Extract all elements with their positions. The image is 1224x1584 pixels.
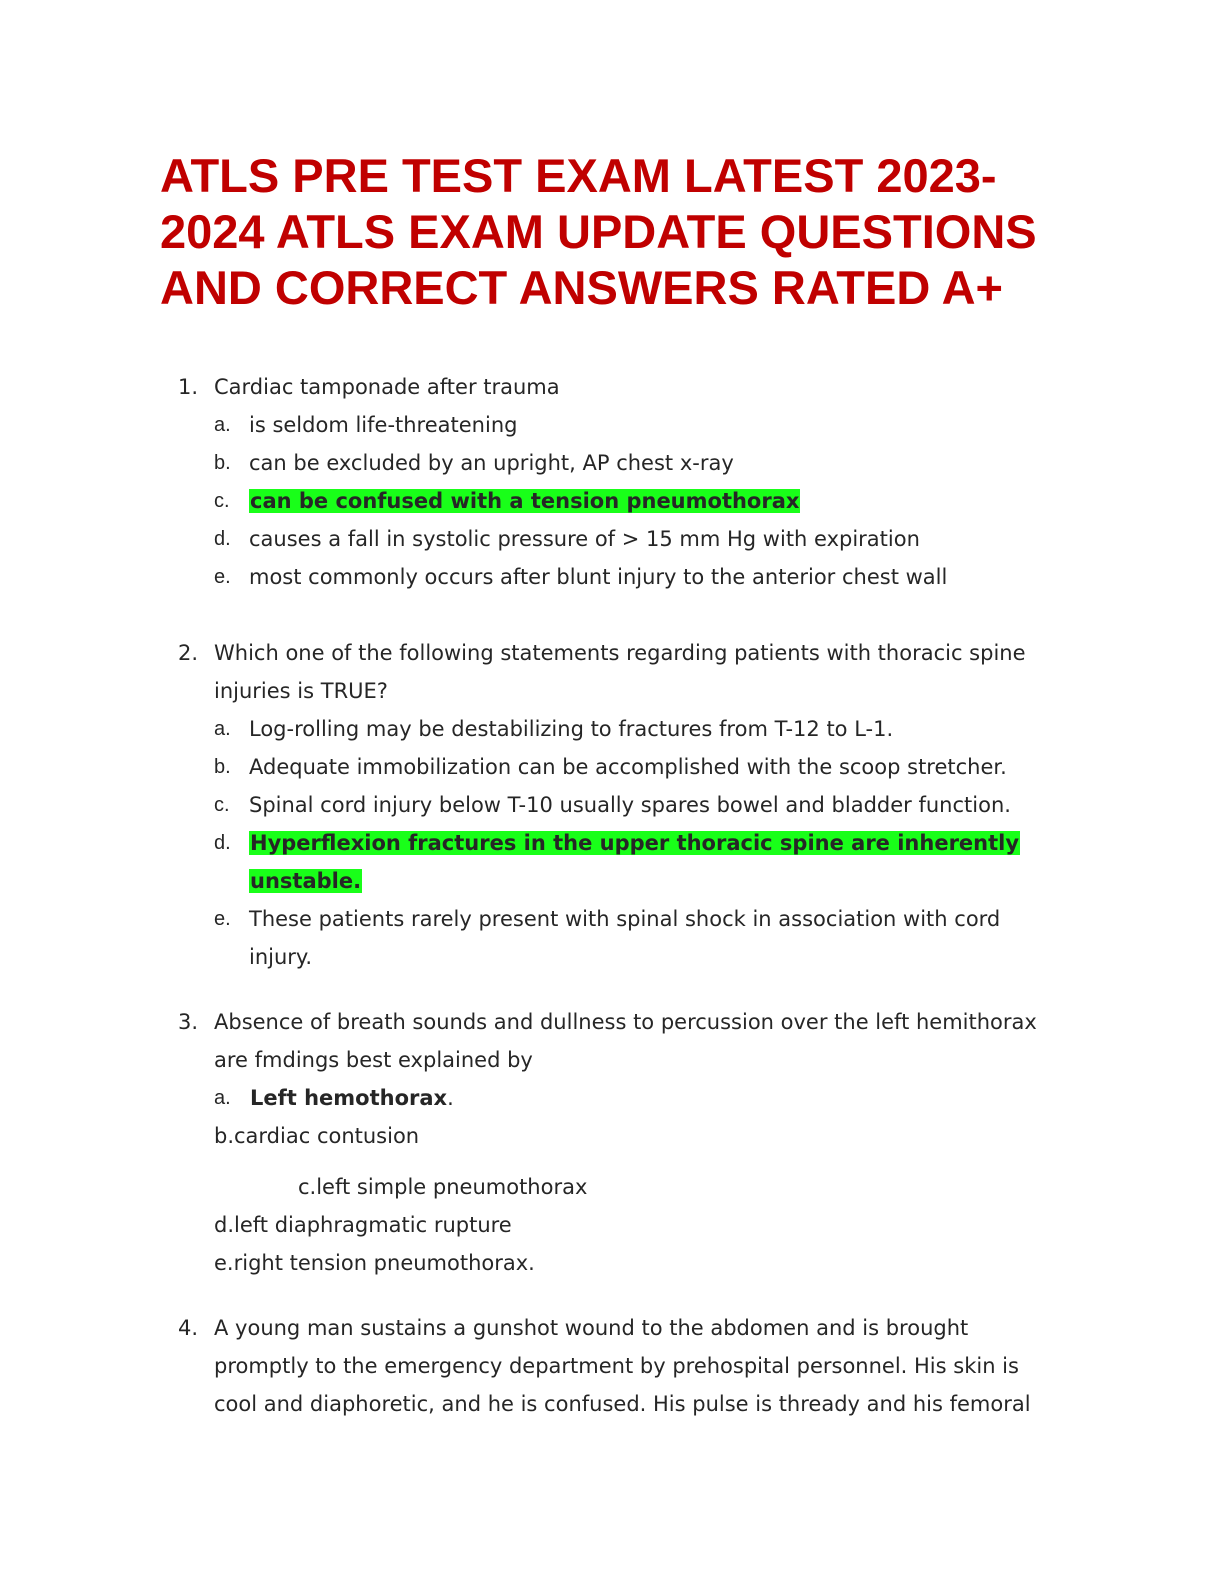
- option-text: injury.: [249, 945, 313, 969]
- answer-highlight: Hyperflexion fractures in the upper thoracic spine are inherently: [250, 831, 1020, 855]
- question-text: A young man sustains a gunshot wound to the abdomen and is brought: [214, 1316, 969, 1340]
- question-text: Which one of the following statements regarding patients with thoracic spine: [214, 641, 1026, 665]
- option-text: Log-rolling may be destabilizing to fractures from T-12 to L-1.: [249, 717, 894, 741]
- title-line: AND CORRECT ANSWERS RATED A+: [160, 261, 1003, 314]
- question-text: Cardiac tamponade after trauma: [214, 375, 560, 399]
- option-letter: c.: [214, 794, 230, 816]
- option-text: is seldom life-threatening: [249, 413, 518, 437]
- option-text: Spinal cord injury below T-10 usually spares bowel and bladder function.: [249, 793, 1011, 817]
- option-text: These patients rarely present with spinal shock in association with cord: [249, 907, 1001, 931]
- question-number: 3.: [178, 1010, 199, 1034]
- question-text: injuries is TRUE?: [214, 679, 388, 703]
- option-letter: d.: [214, 832, 231, 854]
- title-line: 2024 ATLS EXAM UPDATE QUESTIONS: [160, 205, 1037, 258]
- question-text: promptly to the emergency department by prehospital personnel. His skin is: [214, 1354, 1019, 1378]
- question-text: are fmdings best explained by: [214, 1048, 533, 1072]
- question-number: 2.: [178, 641, 199, 665]
- option-text: most commonly occurs after blunt injury to the anterior chest wall: [249, 565, 948, 589]
- option-letter: a.: [214, 718, 231, 740]
- option-letter: b.: [214, 452, 231, 474]
- option-text: e.right tension pneumothorax.: [214, 1251, 535, 1275]
- answer-highlight: can be confused with a tension pneumothorax: [250, 489, 800, 513]
- correct-answer-option: [249, 828, 1020, 858]
- option-letter: d.: [214, 528, 231, 550]
- option-letter: a.: [214, 1087, 231, 1109]
- option-text: c.left simple pneumothorax: [298, 1175, 588, 1199]
- option-letter: b.: [214, 756, 231, 778]
- option-text: causes a fall in systolic pressure of > 15 mm Hg with expiration: [249, 527, 920, 551]
- correct-answer-option: [249, 486, 800, 516]
- title-line: ATLS PRE TEST EXAM LATEST 2023-: [160, 149, 997, 202]
- option-letter: e.: [214, 908, 231, 930]
- answer-period: .: [447, 1086, 454, 1110]
- option-text: b.cardiac contusion: [214, 1124, 420, 1148]
- option-text: can be excluded by an upright, AP chest x-ray: [249, 451, 734, 475]
- option-text: Adequate immobilization can be accomplished with the scoop stretcher.: [249, 755, 1007, 779]
- question-text: Absence of breath sounds and dullness to percussion over the left hemithorax: [214, 1010, 1037, 1034]
- option-text: d.left diaphragmatic rupture: [214, 1213, 512, 1237]
- question-text: cool and diaphoretic, and he is confused. His pulse is thready and his femoral: [214, 1392, 1031, 1416]
- question-number: 4.: [178, 1316, 199, 1340]
- correct-answer-option: [250, 1083, 454, 1113]
- option-letter: c.: [214, 490, 230, 512]
- document-title: [160, 148, 1080, 316]
- correct-answer-option-cont: [249, 866, 362, 896]
- answer-highlight: unstable.: [250, 869, 362, 893]
- answer-bold: Left hemothorax: [250, 1086, 448, 1110]
- question-number: 1.: [178, 375, 199, 399]
- option-letter: e.: [214, 566, 231, 588]
- option-letter: a.: [214, 414, 231, 436]
